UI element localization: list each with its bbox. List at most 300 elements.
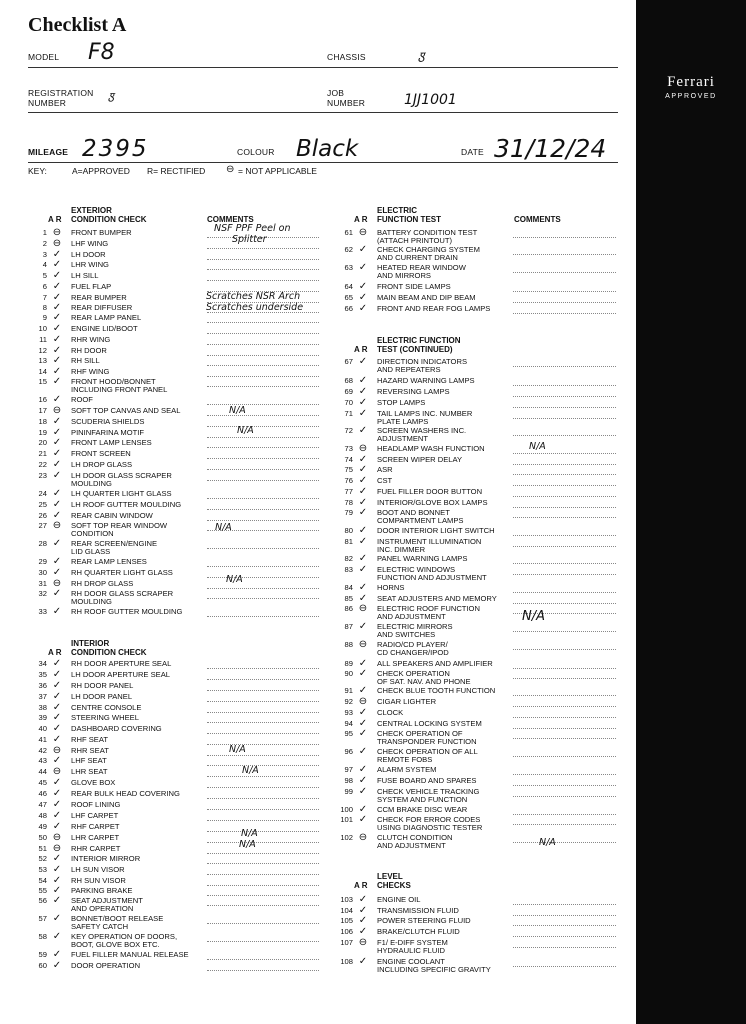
item-mark: ✓ [358, 582, 368, 593]
item-mark: ✓ [358, 281, 368, 292]
item-label: SEAT ADJUSTMENT AND OPERATION [71, 896, 143, 913]
item-label: HAZARD WARNING LAMPS [377, 376, 475, 385]
item-mark: ⊖ [52, 832, 62, 843]
model-rule [28, 67, 618, 68]
item-label: POWER STEERING FLUID [377, 916, 471, 925]
comment-line [207, 863, 319, 864]
item-number: 99 [344, 787, 353, 796]
item-label: CLOCK [377, 708, 404, 717]
comment-line [207, 269, 319, 270]
job-label-2: NUMBER [327, 98, 366, 108]
exterior-heading: EXTERIOR CONDITION CHECK [71, 206, 147, 224]
item-label: F1/ E-DIFF SYSTEM HYDRAULIC FLUID [377, 938, 448, 955]
item-number: 4 [42, 260, 47, 269]
item-label: BOOT AND BONNET COMPARTMENT LAMPS [377, 508, 464, 525]
item-label: KEY OPERATION OF DOORS, BOOT, GLOVE BOX ETC. [71, 932, 178, 949]
comment-line [207, 520, 319, 521]
comment-line [207, 923, 319, 924]
registration-label-2: NUMBER [28, 98, 67, 108]
comment-line [513, 435, 616, 436]
checklist-item [38, 931, 178, 949]
checklist-item [38, 416, 145, 427]
item-number: 102 [340, 833, 353, 842]
checklist-item [42, 249, 106, 260]
item-label: BATTERY CONDITION TEST (ATTACH PRINTOUT) [377, 228, 478, 245]
colour-label: COLOUR [237, 147, 275, 157]
checklist-item [38, 323, 138, 334]
checklist-item [344, 668, 471, 686]
item-number: 27 [38, 521, 47, 530]
comment-line [513, 418, 616, 419]
item-mark: ✓ [52, 810, 62, 821]
comment-lhr-seat: N/A [242, 765, 259, 776]
item-mark: ✓ [358, 486, 368, 497]
item-number: 87 [344, 622, 353, 631]
item-number: 68 [344, 376, 353, 385]
comment-line [207, 853, 319, 854]
checklist-item [344, 475, 393, 486]
item-number: 107 [340, 938, 353, 947]
checklist-item [340, 814, 483, 832]
checklist-item [344, 292, 476, 303]
checklist-item [38, 712, 139, 723]
item-number: 60 [38, 961, 47, 970]
comment-line [207, 386, 319, 387]
item-label: ALL SPEAKERS AND AMPLIFIER [377, 659, 493, 668]
item-mark: ✓ [358, 536, 368, 547]
comment-line [207, 344, 319, 345]
checklist-item [344, 536, 482, 554]
item-label: ELECTRIC MIRRORS AND SWITCHES [377, 622, 453, 639]
item-label: PANEL WARNING LAMPS [377, 554, 468, 563]
item-number: 7 [42, 293, 47, 302]
item-label: RHF WING [71, 367, 110, 376]
mileage-value: 2395 [82, 136, 149, 162]
item-label: CHECK BLUE TOOTH FUNCTION [377, 686, 496, 695]
item-mark: ⊖ [52, 766, 62, 777]
item-number: 38 [38, 703, 47, 712]
comment-line [207, 668, 319, 669]
checklist-item [344, 408, 473, 426]
comment-line [513, 474, 616, 475]
item-label: INTERIOR/GLOVE BOX LAMPS [377, 498, 488, 507]
comment-line [513, 936, 616, 937]
checklist-item [38, 588, 174, 606]
exterior-comments-header: COMMENTS [207, 215, 254, 224]
comment-line [207, 733, 319, 734]
item-mark: ✓ [52, 875, 62, 886]
item-number: 54 [38, 876, 47, 885]
checklist-item [42, 292, 127, 303]
item-label: RHF SEAT [71, 735, 108, 744]
checklist-item [340, 832, 453, 850]
checklist-item [42, 281, 112, 292]
item-label: ELECTRIC WINDOWS FUNCTION AND ADJUSTMENT [377, 565, 487, 582]
comment-line [513, 824, 616, 825]
item-label: LH DOOR [71, 250, 106, 259]
checklist-item [340, 905, 459, 916]
item-label: PARKING BRAKE [71, 886, 133, 895]
checklist-item [38, 788, 180, 799]
item-label: TAIL LAMPS INC. NUMBER PLATE LAMPS [377, 409, 473, 426]
checklist-item [344, 227, 478, 245]
item-label: CHECK FOR ERROR CODES USING DIAGNOSTIC TESTER [377, 815, 483, 832]
checklist-item [344, 639, 449, 657]
item-label: CHECK OPERATION OF TRANSPONDER FUNCTION [377, 729, 477, 746]
item-number: 90 [344, 669, 353, 678]
comment-line [513, 785, 616, 786]
checklist-item [38, 606, 183, 617]
item-mark: ✓ [52, 270, 62, 281]
item-label: ROOF LINING [71, 800, 121, 809]
item-number: 49 [38, 822, 47, 831]
checklist-item [38, 578, 134, 589]
colour-value: Black [296, 136, 359, 162]
item-label: RH QUARTER LIGHT GLASS [71, 568, 173, 577]
item-mark: ✓ [52, 788, 62, 799]
checklist-item [42, 312, 142, 323]
item-label: RHR CARPET [71, 844, 121, 853]
item-number: 44 [38, 767, 47, 776]
comment-line [207, 259, 319, 260]
item-mark: ✓ [358, 718, 368, 729]
checklist-item [38, 755, 107, 766]
comment-rh-drop-glass: N/A [226, 574, 243, 585]
item-label: FRONT AND REAR FOG LAMPS [377, 304, 491, 313]
item-number: 83 [344, 565, 353, 574]
item-mark: ⊖ [52, 238, 62, 249]
item-label: RH DROP GLASS [71, 579, 134, 588]
comment-line [207, 765, 319, 766]
item-mark: ✓ [52, 302, 62, 313]
item-number: 34 [38, 659, 47, 668]
date-value: 31/12/24 [494, 134, 607, 163]
item-label: CCM BRAKE DISC WEAR [377, 805, 468, 814]
comment-line [207, 588, 319, 589]
comment-rear-bumper: Scratches NSR Arch [206, 291, 301, 302]
item-label: SEAT ADJUSTERS AND MEMORY [377, 594, 497, 603]
item-number: 55 [38, 886, 47, 895]
key-not-applicable: = NOT APPLICABLE [238, 166, 317, 176]
item-number: 48 [38, 811, 47, 820]
comment-line [207, 548, 319, 549]
item-mark: ✓ [358, 926, 368, 937]
item-mark: ⊖ [52, 843, 62, 854]
comment-rhr-carpet: N/A [239, 839, 256, 850]
comment-line [513, 517, 616, 518]
chassis-value: ꟑ [418, 48, 425, 62]
item-label: MAIN BEAM AND DIP BEAM [377, 293, 476, 302]
item-label: LHF SEAT [71, 756, 107, 765]
checklist-item [38, 895, 143, 913]
exterior-ar-header: A R [48, 215, 62, 224]
ferrari-approved-logo: Ferrari APPROVED [665, 74, 717, 100]
item-number: 23 [38, 471, 47, 480]
item-mark: ✓ [52, 556, 62, 567]
item-label: FRONT LAMP LENSES [71, 438, 152, 447]
checklist-item [42, 227, 132, 238]
item-number: 40 [38, 724, 47, 733]
item-mark: ⊖ [52, 578, 62, 589]
checklist-item [38, 766, 108, 777]
comment-line [513, 756, 616, 757]
item-number: 97 [344, 765, 353, 774]
item-label: SOFT TOP CANVAS AND SEAL [71, 406, 181, 415]
checklist-item [38, 470, 172, 488]
item-mark: ✓ [358, 658, 368, 669]
item-mark: ✓ [358, 356, 368, 367]
checklist-item [38, 520, 168, 538]
checklist-item [38, 853, 141, 864]
item-mark: ✓ [358, 386, 368, 397]
checklist-item [344, 553, 468, 564]
item-label: ENGINE OIL [377, 895, 421, 904]
item-mark: ✓ [52, 949, 62, 960]
checklist-item [340, 926, 460, 937]
item-mark: ✓ [358, 292, 368, 303]
item-number: 10 [38, 324, 47, 333]
checklist-item [344, 497, 488, 508]
comment-line [207, 509, 319, 510]
item-mark: ⊖ [358, 603, 368, 614]
checklist-item [38, 510, 153, 521]
item-label: LHR WING [71, 260, 109, 269]
item-mark: ✓ [358, 593, 368, 604]
comment-line [513, 546, 616, 547]
checklist-item [38, 376, 168, 394]
item-mark: ✓ [52, 755, 62, 766]
checklist-item [38, 843, 121, 854]
comment-line [207, 280, 319, 281]
comment-line [513, 738, 616, 739]
item-label: LH SUN VISOR [71, 865, 125, 874]
checklist-item [38, 448, 131, 459]
checklist-item [38, 777, 116, 788]
key-label: KEY: [28, 166, 47, 176]
comment-line [207, 820, 319, 821]
item-mark: ✓ [52, 366, 62, 377]
item-label: DASHBOARD COVERING [71, 724, 162, 733]
item-label: RH DOOR PANEL [71, 681, 134, 690]
item-label: CHECK OPERATION OF SAT. NAV. AND PHONE [377, 669, 471, 686]
item-number: 104 [340, 906, 353, 915]
checklist-item [38, 821, 120, 832]
comment-line [513, 237, 616, 238]
item-label: RH SILL [71, 356, 100, 365]
item-label: TRANSMISSION FLUID [377, 906, 459, 915]
electric-comments-header: COMMENTS [514, 215, 561, 224]
item-label: CHECK CHARGING SYSTEM AND CURRENT DRAIN [377, 245, 480, 262]
item-mark: ✓ [358, 497, 368, 508]
item-mark: ✓ [358, 397, 368, 408]
item-mark: ✓ [52, 249, 62, 260]
item-mark: ✓ [52, 702, 62, 713]
item-mark: ✓ [358, 262, 368, 273]
checklist-item [340, 956, 491, 974]
item-mark: ✓ [52, 470, 62, 481]
checklist-item [38, 669, 171, 680]
comment-line [513, 453, 616, 454]
checklist-item [344, 786, 480, 804]
item-label: REAR LAMP LENSES [71, 557, 147, 566]
comment-line [513, 717, 616, 718]
job-value: 1JJ1001 [404, 92, 457, 108]
comment-line [207, 905, 319, 906]
date-label: DATE [461, 147, 484, 157]
item-number: 47 [38, 800, 47, 809]
comment-line [207, 404, 319, 405]
item-number: 19 [38, 428, 47, 437]
item-number: 61 [344, 228, 353, 237]
checklist-item [38, 427, 144, 438]
item-label: LHR CARPET [71, 833, 120, 842]
item-label: REAR LAMP PANEL [71, 313, 142, 322]
item-label: FRONT HOOD/BONNET INCLUDING FRONT PANEL [71, 377, 168, 394]
checklist-item [38, 810, 119, 821]
item-number: 81 [344, 537, 353, 546]
item-number: 41 [38, 735, 47, 744]
checklist-item [38, 949, 189, 960]
item-mark: ✓ [358, 707, 368, 718]
item-number: 18 [38, 417, 47, 426]
item-label: SCUDERIA SHIELDS [71, 417, 145, 426]
item-number: 101 [340, 815, 353, 824]
item-mark: ⊖ [358, 832, 368, 843]
item-label: SCREEN WASHERS INC. ADJUSTMENT [377, 426, 467, 443]
comment-line [513, 574, 616, 575]
comment-line [207, 577, 319, 578]
item-label: RH DOOR APERTURE SEAL [71, 659, 172, 668]
checklist-item [38, 394, 93, 405]
item-label: CLUTCH CONDITION AND ADJUSTMENT [377, 833, 453, 850]
comment-line [207, 616, 319, 617]
checklist-item [38, 556, 147, 567]
item-mark: ⊖ [358, 696, 368, 707]
comment-line [207, 755, 319, 756]
item-label: STOP LAMPS [377, 398, 426, 407]
comment-line [207, 598, 319, 599]
checklist-item [38, 832, 120, 843]
item-number: 79 [344, 508, 353, 517]
comment-line [207, 776, 319, 777]
comment-line [207, 376, 319, 377]
item-number: 36 [38, 681, 47, 690]
registration-label: REGISTRATION [28, 88, 94, 98]
comment-line [207, 701, 319, 702]
comment-line [207, 437, 319, 438]
checklist-item [344, 582, 405, 593]
checklist-item [344, 262, 466, 280]
item-number: 77 [344, 487, 353, 496]
checklist-item [38, 459, 133, 470]
comment-line [207, 458, 319, 459]
item-mark: ✓ [358, 775, 368, 786]
item-number: 32 [38, 589, 47, 598]
item-label: ENGINE LID/BOOT [71, 324, 138, 333]
item-label: RHR SEAT [71, 746, 109, 755]
item-mark: ⊖ [52, 745, 62, 756]
item-label: LH DOOR GLASS SCRAPER MOULDING [71, 471, 172, 488]
comment-line [513, 272, 616, 273]
checklist-item [344, 486, 483, 497]
item-number: 6 [42, 282, 47, 291]
comment-lhr-carpet: N/A [241, 828, 258, 839]
electric-heading: ELECTRIC FUNCTION TEST [377, 206, 441, 224]
checklist-item [344, 746, 478, 764]
comment-line [513, 603, 616, 604]
item-label: LH ROOF GUTTER MOULDING [71, 500, 182, 509]
comment-line [513, 366, 616, 367]
checklist-item [42, 270, 99, 281]
item-label: CENTRAL LOCKING SYSTEM [377, 719, 482, 728]
item-mark: ✓ [358, 375, 368, 386]
item-label: LH QUARTER LIGHT GLASS [71, 489, 172, 498]
item-number: 43 [38, 756, 47, 765]
item-mark: ✓ [358, 728, 368, 739]
item-number: 50 [38, 833, 47, 842]
item-label: CENTRE CONSOLE [71, 703, 142, 712]
brand-panel [636, 0, 746, 1024]
comment-line [207, 970, 319, 971]
item-label: FRONT SCREEN [71, 449, 131, 458]
comment-line [513, 947, 616, 948]
item-mark: ✓ [52, 376, 62, 387]
comment-line [513, 631, 616, 632]
item-number: 72 [344, 426, 353, 435]
item-mark: ✓ [358, 786, 368, 797]
comment-line [207, 426, 319, 427]
interior-ar-header: A R [48, 648, 62, 657]
item-mark: ✓ [358, 668, 368, 679]
checklist-item [38, 745, 109, 756]
item-number: 80 [344, 526, 353, 535]
item-mark: ✓ [52, 312, 62, 323]
item-mark: ✓ [52, 345, 62, 356]
item-mark: ✓ [52, 459, 62, 470]
item-mark: ✓ [52, 799, 62, 810]
checklist-item [38, 488, 172, 499]
item-mark: ✓ [358, 621, 368, 632]
item-mark: ✓ [52, 885, 62, 896]
item-label: BONNET/BOOT RELEASE SAFETY CATCH [71, 914, 164, 931]
checklist-item [42, 238, 109, 249]
item-number: 94 [344, 719, 353, 728]
model-label: MODEL [28, 52, 60, 62]
item-number: 46 [38, 789, 47, 798]
item-mark: ✓ [52, 488, 62, 499]
item-mark: ✓ [358, 564, 368, 575]
item-mark: ✓ [52, 960, 62, 971]
checklist-item [344, 454, 463, 465]
comment-line [513, 904, 616, 905]
item-number: 56 [38, 896, 47, 905]
item-mark: ✓ [358, 746, 368, 757]
item-mark: ⊖ [358, 227, 368, 238]
checklist-item [38, 658, 172, 669]
comment-line [207, 355, 319, 356]
item-label: FRONT BUMPER [71, 228, 132, 237]
item-number: 93 [344, 708, 353, 717]
item-label: REAR CABIN WINDOW [71, 511, 153, 520]
item-number: 31 [38, 579, 47, 588]
registration-rule [28, 112, 618, 113]
checklist-item [344, 443, 485, 454]
item-number: 64 [344, 282, 353, 291]
item-label: DOOR INTERIOR LIGHT SWITCH [377, 526, 495, 535]
item-number: 105 [340, 916, 353, 925]
item-mark: ✓ [52, 323, 62, 334]
item-mark: ✓ [52, 606, 62, 617]
